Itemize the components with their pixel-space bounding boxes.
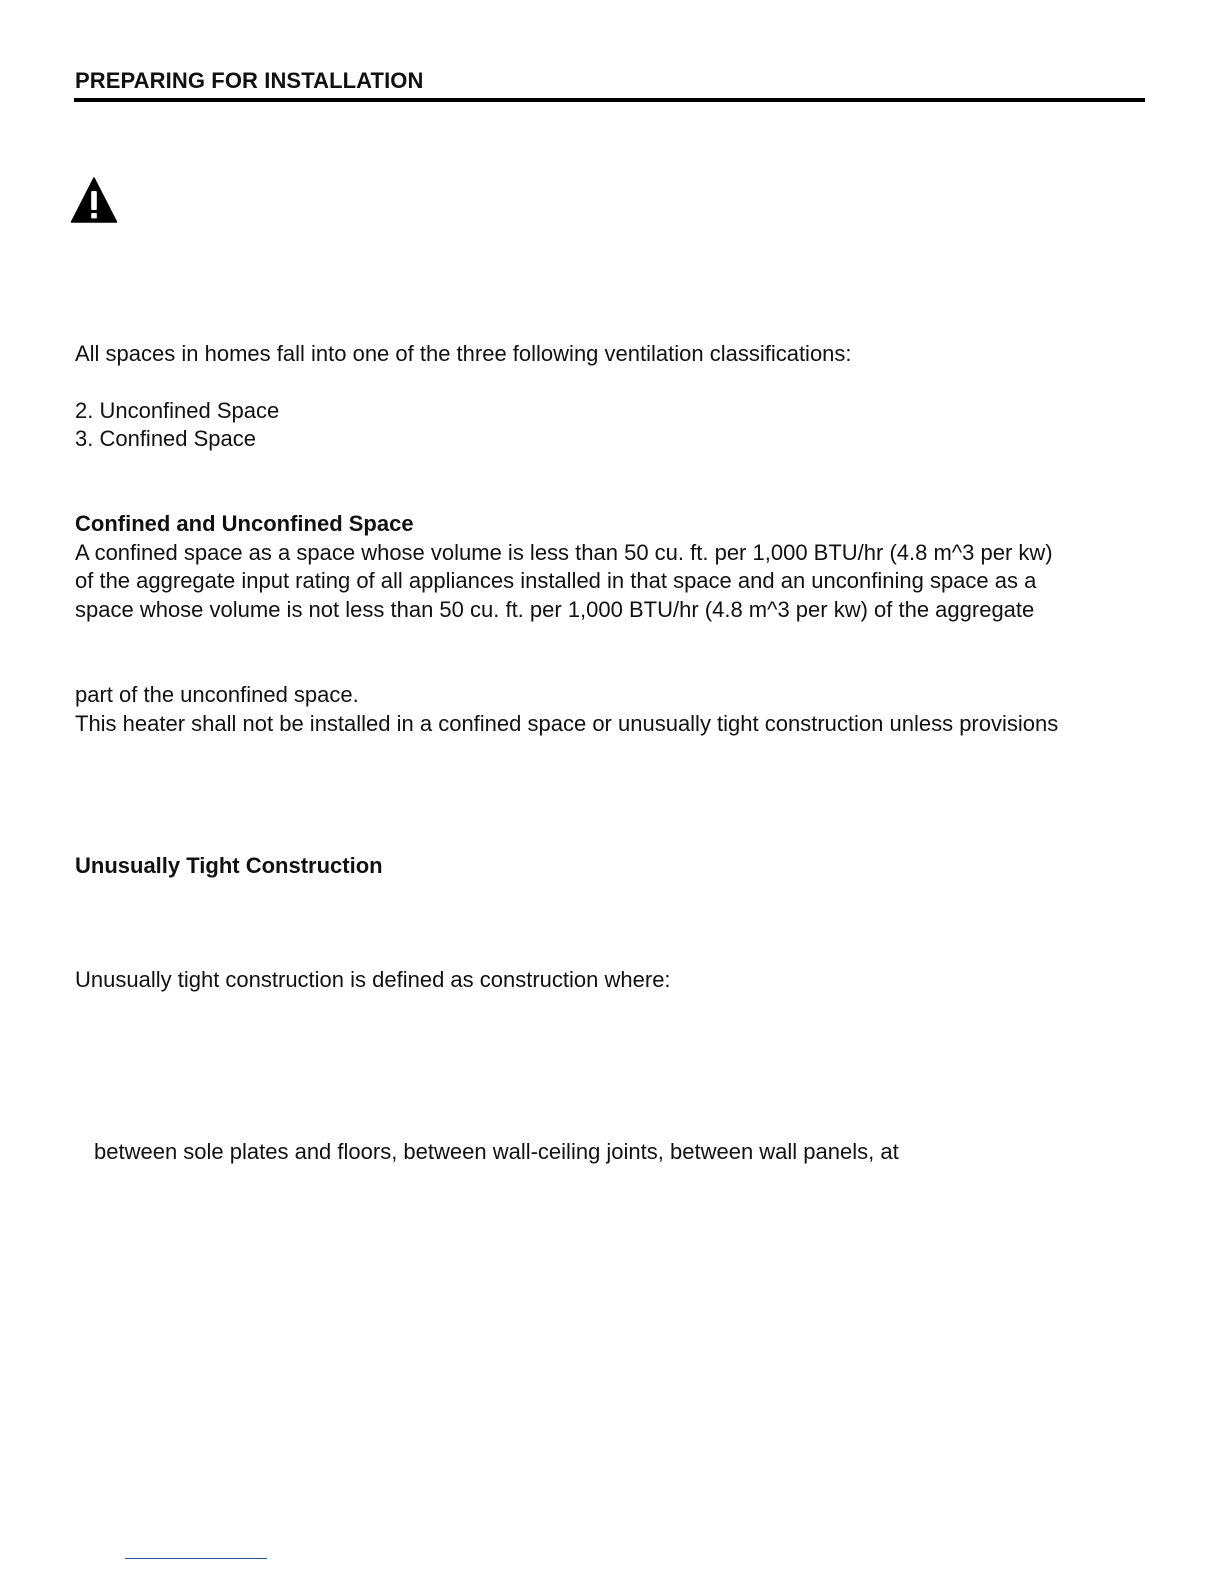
list-item: 2. Unconfined Space [75,398,280,423]
paragraph-line: This heater shall not be installed in a confined space or unusually tight construction unless provisions [75,711,1059,736]
page-title: PREPARING FOR INSTALLATION [75,68,424,93]
paragraph-line: part of the unconfined space. [75,682,359,707]
footer-line [125,1558,267,1559]
warning-triangle-icon [70,176,118,224]
classifications-intro: All spaces in homes fall into one of the three following ventilation classifications: [75,341,852,366]
header-divider [74,98,1145,102]
tight-construction-definition: Unusually tight construction is defined as construction where: [75,967,671,992]
list-item: 3. Confined Space [75,426,257,451]
paragraph-line: of the aggregate input rating of all appliances installed in that space and an unconfining space as a [75,568,1037,593]
indented-list-line: between sole plates and floors, between wall-ceiling joints, between wall panels, at [94,1139,899,1164]
paragraph-line: A confined space as a space whose volume is less than 50 cu. ft. per 1,000 BTU/hr (4.8 m^3 per kw) [75,540,1053,565]
paragraph-line: space whose volume is not less than 50 cu. ft. per 1,000 BTU/hr (4.8 m^3 per kw) of the aggregate [75,597,1035,622]
section-heading-tight-construction: Unusually Tight Construction [75,853,383,878]
section-heading-confined-space: Confined and Unconfined Space [75,511,414,536]
